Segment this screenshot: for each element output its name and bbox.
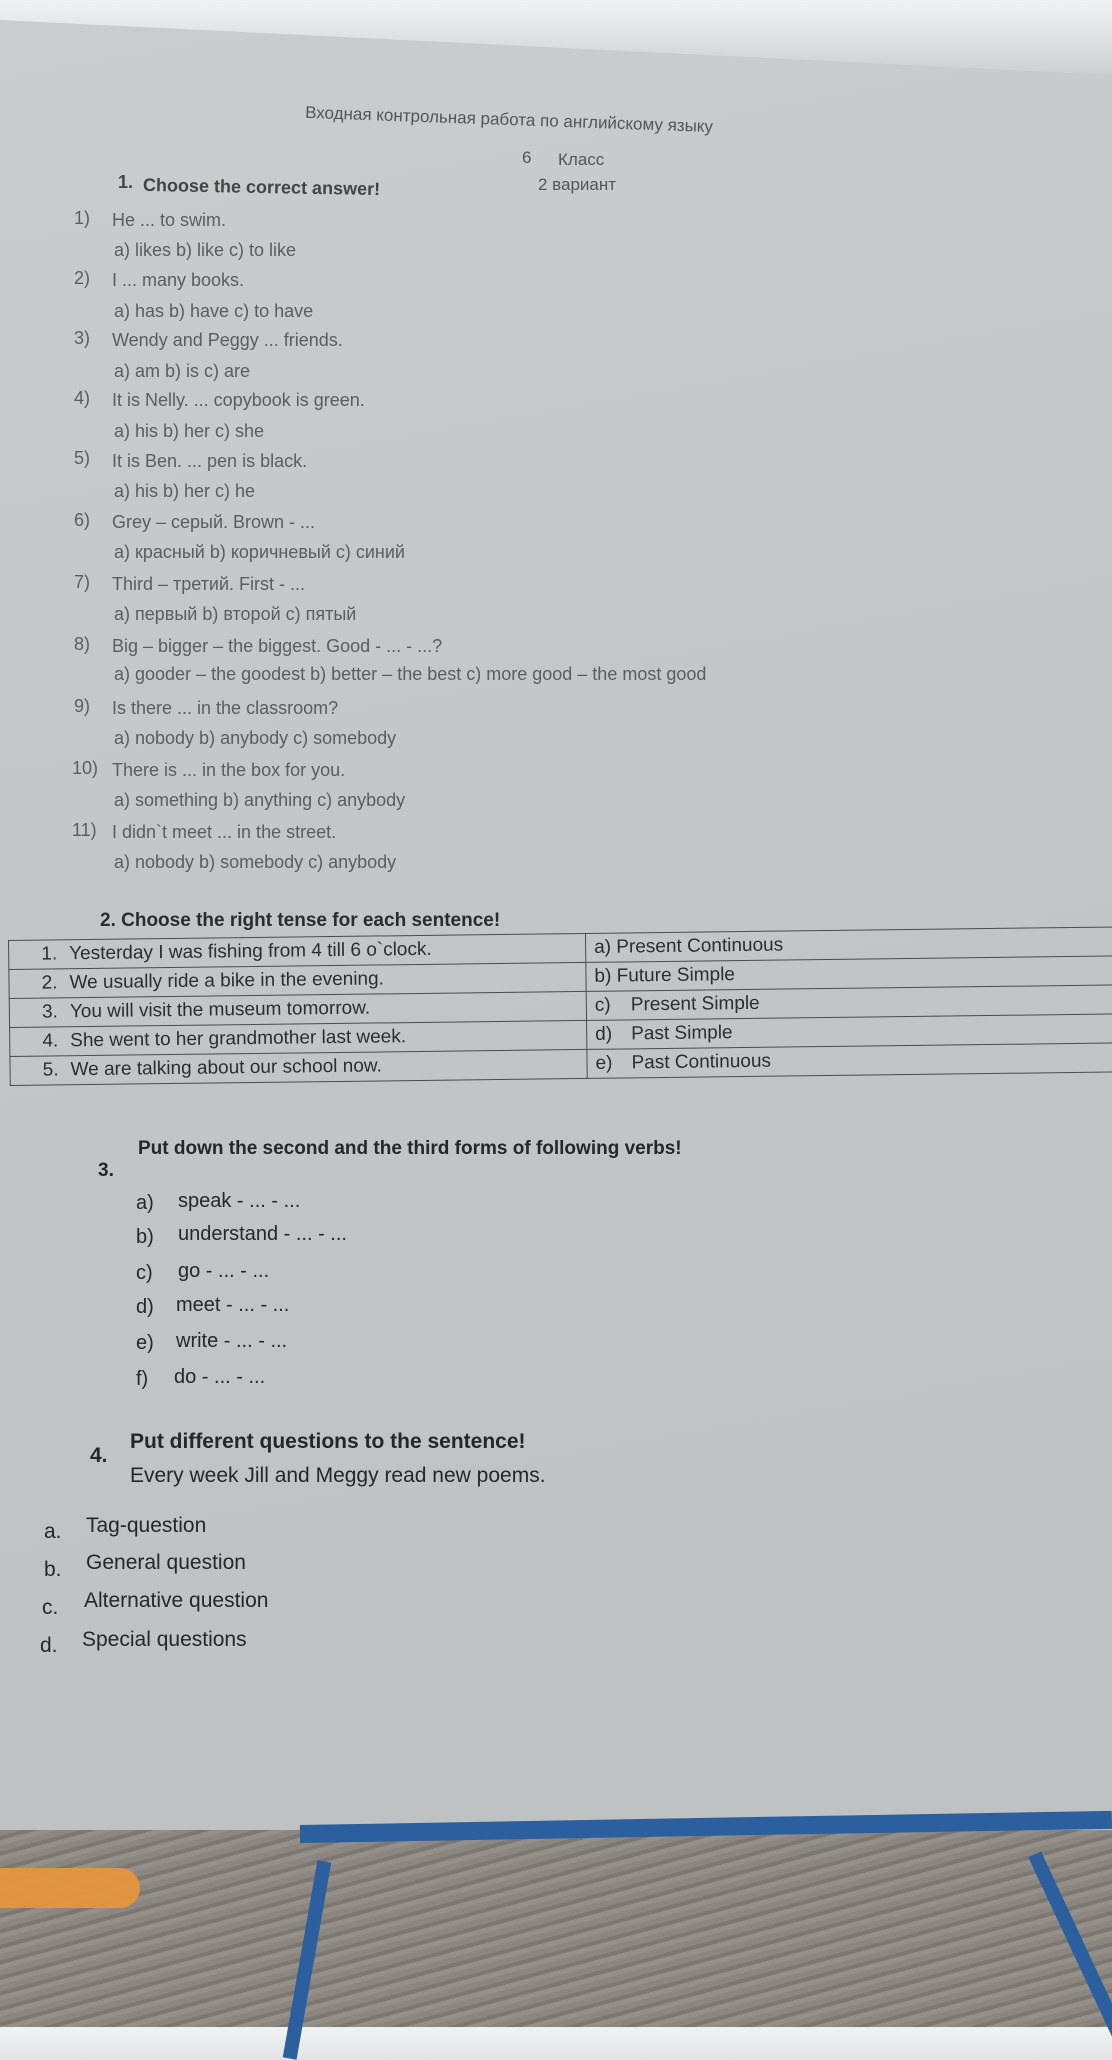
tense-cell xyxy=(587,1043,1112,1078)
q3-text: Wendy and Peggy ... friends. xyxy=(112,330,343,350)
q4-options: a) his b) her c) she xyxy=(114,421,265,441)
section4-title: Put different questions to the sentence! xyxy=(130,1430,526,1453)
q7-options: a) первый b) второй c) пятый xyxy=(114,604,357,624)
q6-text: Grey – серый. Brown - ... xyxy=(112,512,316,532)
tense-label: b) Future Simple xyxy=(594,964,736,987)
q10-options: a) something b) anything c) anybody xyxy=(114,790,406,810)
tense-letter: c) xyxy=(594,994,611,1016)
verb-letter: b) xyxy=(136,1226,154,1248)
question-type-label: General question xyxy=(86,1551,246,1574)
tense-matching-table xyxy=(8,926,1112,1086)
header-grade-number: 6 xyxy=(522,148,532,167)
q9-number: 9) xyxy=(74,696,91,716)
row-number: 1. xyxy=(41,943,58,965)
sentence-text: You will visit the museum tomorrow. xyxy=(69,997,371,1023)
q2-options: a) has b) have c) to have xyxy=(114,301,314,321)
tense-label: a) Present Continuous xyxy=(594,934,784,958)
verb-text: understand - ... - ... xyxy=(178,1223,347,1245)
row-number: 3. xyxy=(41,1001,59,1023)
q1-text: He ... to swim. xyxy=(112,210,227,230)
verb-letter: d) xyxy=(136,1296,154,1318)
tense-label: Past Simple xyxy=(631,1022,733,1045)
row-number: 4. xyxy=(42,1030,59,1052)
q5-text: It is Ben. ... pen is black. xyxy=(112,451,308,471)
section3-title: Put down the second and the third forms of following verbs! xyxy=(138,1138,682,1159)
q5-options: a) his b) her c) he xyxy=(114,481,256,501)
q7-number: 7) xyxy=(74,572,91,592)
verb-text: go - ... - ... xyxy=(178,1260,270,1282)
question-type-label: Tag-question xyxy=(86,1514,207,1537)
q8-options: a) gooder – the goodest b) better – the best c) more good – the most good xyxy=(114,664,707,684)
sentence-text: We are talking about our school now. xyxy=(70,1055,382,1081)
q6-number: 6) xyxy=(74,510,91,530)
q1-number: 1) xyxy=(74,208,91,228)
verb-letter: a) xyxy=(136,1192,154,1214)
verb-text: do - ... - ... xyxy=(174,1366,266,1388)
q8-text: Big – bigger – the biggest. Good - ... - ...? xyxy=(112,636,443,656)
orange-object xyxy=(0,1868,140,1908)
q10-number: 10) xyxy=(72,758,99,778)
verb-letter: e) xyxy=(136,1332,154,1354)
q11-number: 11) xyxy=(72,820,97,840)
q2-number: 2) xyxy=(74,268,91,288)
section1-number: 1. xyxy=(118,172,134,192)
sentence-text: She went to her grandmother last week. xyxy=(70,1026,407,1052)
tense-letter: e) xyxy=(595,1052,613,1074)
q5-number: 5) xyxy=(74,448,91,468)
section4-number: 4. xyxy=(90,1444,108,1467)
q4-text: It is Nelly. ... copybook is green. xyxy=(112,390,365,410)
header-title: Входная контрольная работа по английскому языку xyxy=(304,102,714,137)
floor-background xyxy=(0,1830,1112,2027)
verb-text: write - ... - ... xyxy=(176,1330,288,1352)
q9-options: a) nobody b) anybody c) somebody xyxy=(114,728,397,748)
q10-text: There is ... in the box for you. xyxy=(112,760,346,780)
section4-sentence: Every week Jill and Meggy read new poems. xyxy=(130,1464,546,1487)
sentence-text: We usually ride a bike in the evening. xyxy=(69,968,385,994)
verb-letter: c) xyxy=(136,1262,153,1284)
verb-text: speak - ... - ... xyxy=(178,1190,301,1212)
q11-text: I didn`t meet ... in the street. xyxy=(112,822,337,842)
question-type-label: Alternative question xyxy=(84,1589,269,1612)
tense-letter: d) xyxy=(595,1023,613,1045)
section2-title: 2. Choose the right tense for each sentence! xyxy=(100,910,501,931)
question-type-letter: c. xyxy=(42,1596,59,1619)
q1-options: a) likes b) like c) to like xyxy=(114,240,297,260)
row-number: 2. xyxy=(41,972,58,994)
question-type-letter: d. xyxy=(40,1634,58,1657)
section1-title: Choose the correct answer! xyxy=(142,174,381,200)
verb-text: meet - ... - ... xyxy=(176,1294,290,1316)
q3-options: a) am b) is c) are xyxy=(114,361,251,381)
row-number: 5. xyxy=(42,1059,59,1081)
q4-number: 4) xyxy=(74,388,91,408)
tense-label: Past Continuous xyxy=(631,1050,772,1074)
section3-number: 3. xyxy=(98,1160,114,1181)
q9-text: Is there ... in the classroom? xyxy=(112,698,339,718)
q8-number: 8) xyxy=(74,634,91,654)
question-type-letter: b. xyxy=(44,1558,62,1581)
header-variant: 2 вариант xyxy=(538,175,617,194)
q7-text: Third – третий. First - ... xyxy=(112,574,306,594)
q6-options: a) красный b) коричневый c) синий xyxy=(114,542,405,562)
q11-options: a) nobody b) somebody c) anybody xyxy=(114,852,397,872)
question-type-label: Special questions xyxy=(82,1628,247,1651)
q2-text: I ... many books. xyxy=(112,270,245,290)
question-type-letter: a. xyxy=(44,1520,62,1543)
q3-number: 3) xyxy=(74,328,91,348)
header-grade-label: Класс xyxy=(558,150,605,169)
verb-letter: f) xyxy=(136,1368,149,1390)
tense-label: Present Simple xyxy=(630,992,760,1016)
sentence-text: Yesterday I was fishing from 4 till 6 o`clock. xyxy=(69,938,432,965)
